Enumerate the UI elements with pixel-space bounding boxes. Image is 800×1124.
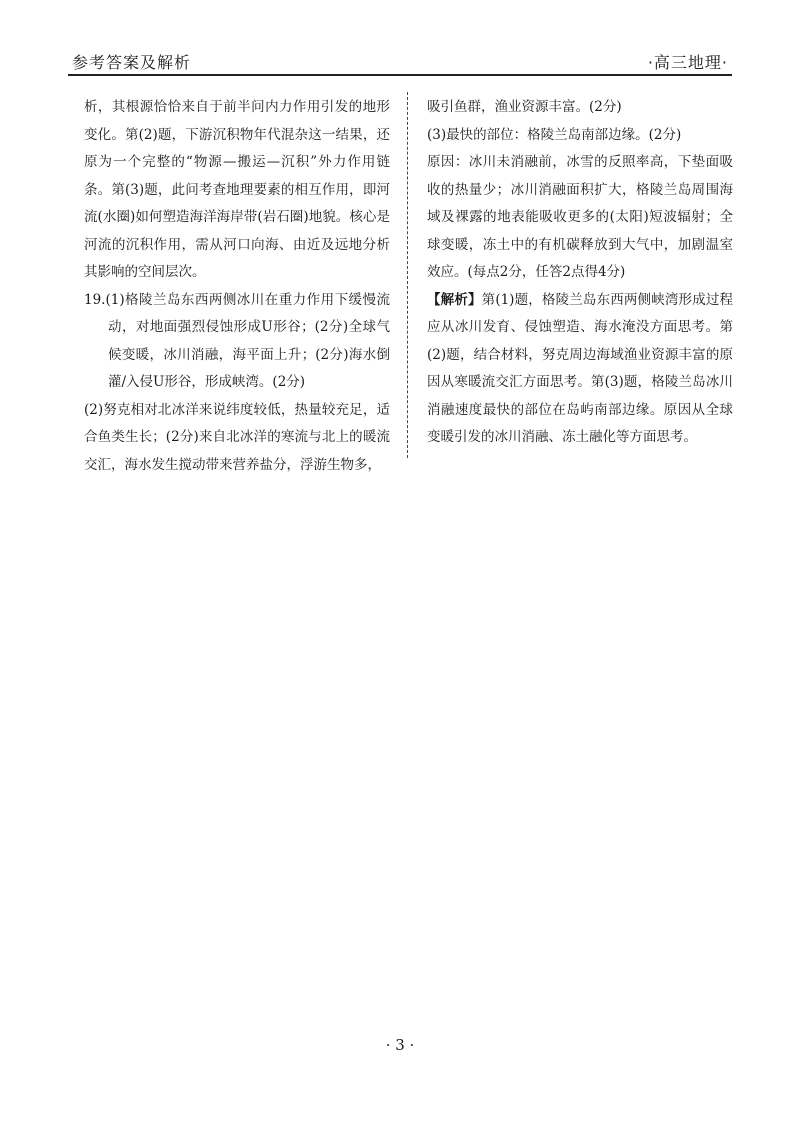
- page-header: [68, 44, 732, 76]
- answer-19-part-1: 19.(1)格陵兰岛东西两侧冰川在重力作用下缓慢流动，对地面强烈侵蚀形成U形谷；(2分)全球气候变暖，冰川消融，海平面上升；(2分)海水倒灌/入侵U形谷，形成峡湾。(2分): [84, 291, 390, 390]
- answer-19-part-3-reason: 原因：冰川未消融前，冰雪的反照率高，下垫面吸收的热量少；冰川消融面积扩大，格陵兰岛周围海域及裸露的地表能吸收更多的(太阳)短波辐射；全球变暖，冻土中的有机碳释放到大气中，加剧温室效应。(每点2分，任答2点得4分): [427, 154, 733, 280]
- column-divider: [407, 92, 408, 458]
- right-column: [427, 94, 733, 452]
- answer-19-part-2: (2)努克相对北冰洋来说纬度较低，热量较充足，适合鱼类生长；(2分)来自北冰洋的寒流与北上的暖流交汇，海水发生搅动带来营养盐分，浮游生物多，: [84, 401, 390, 473]
- header-title-right: ·高三地理·: [647, 53, 728, 72]
- page-number: · 3 ·: [385, 1036, 415, 1054]
- answer-19-part-2-end: 吸引鱼群，渔业资源丰富。(2分): [427, 99, 622, 115]
- header-rule: [68, 74, 732, 76]
- answer-19-part-3: (3)最快的部位：格陵兰岛南部边缘。(2分): [427, 126, 682, 143]
- answer-19-analysis: [427, 287, 733, 452]
- answer-analysis-continuation: 析，其根源恰恰来自于前半问内力作用引发的地形变化。第(2)题，下游沉积物年代混杂这一结果，还原为一个完整的“物源—搬运—沉积”外力作用链条。第(3)题，此问考查地理要素的相互作用，即河流(水圈)如何塑造海洋海岸带(岩石圈)地貌。核心是河流的沉积作用，需从河口向海、由近及远地分析其影响的空间层次。: [84, 99, 390, 280]
- analysis-label: 【解析】: [427, 291, 482, 308]
- left-column: [84, 94, 390, 479]
- header-title-left: 参考答案及解析: [72, 53, 192, 72]
- analysis-text: 第(1)题，格陵兰岛东西两侧峡湾形成过程应从冰川发育、侵蚀塑造、海水淹没方面思考。第(2)题，结合材料，努克周边海域渔业资源丰富的原因从寒暖流交汇方面思考。第(3)题，格陵兰岛冰川消融速度最快的部位在岛屿南部边缘。原因从全球变暖引发的冰川消融、冻土融化等方面思考。: [427, 291, 734, 445]
